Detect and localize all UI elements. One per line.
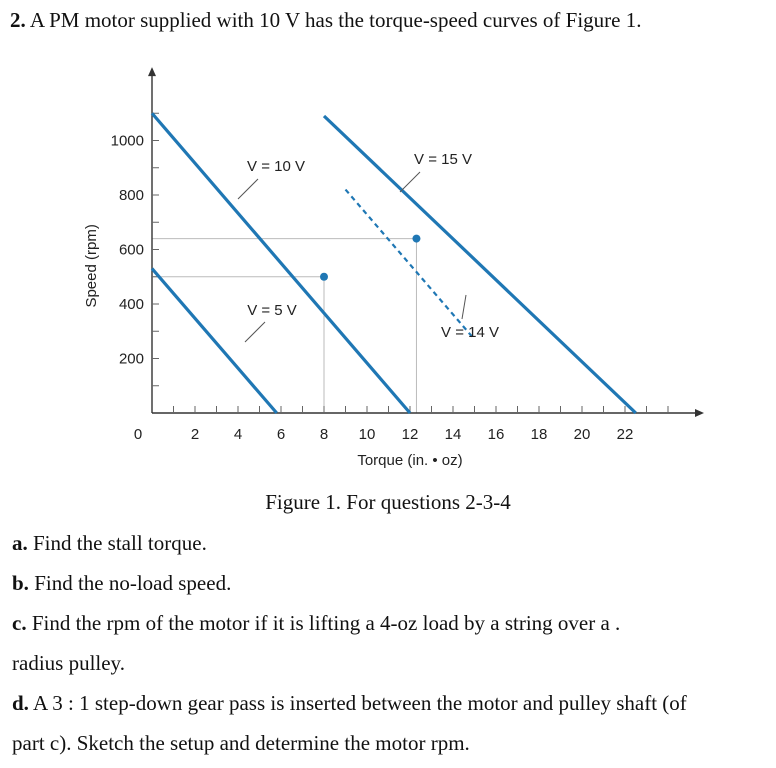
x-tick-label-4: 4 [233,426,243,443]
operating-point-0 [320,273,328,281]
torque-speed-chart [0,55,776,475]
x-tick-label-16: 16 [487,426,505,443]
series-line-v-5-v [152,269,277,413]
x-tick-label-10: 10 [358,426,376,443]
annotation-label-0: V = 10 V [247,158,305,175]
y-tick-label-800: 800 [118,187,144,204]
y-tick-label-400: 400 [118,296,144,313]
x-tick-label-2: 2 [190,426,200,443]
question-a-label: a. [12,531,28,555]
y-tick-label-600: 600 [118,241,144,259]
annotation-label-2: V = 5 V [247,302,297,319]
x-tick-label-14: 14 [444,426,462,443]
annotation-label-1: V = 15 V [414,151,472,168]
x-tick-label-22: 22 [616,426,634,443]
x-tick-label-12: 12 [401,426,419,443]
annotation-pointer-0 [238,179,258,199]
question-a-text: Find the stall torque. [27,531,207,555]
question-c-label: c. [12,611,27,635]
problem-heading [10,8,642,33]
question-d-continued: part c). Sketch the setup and determine the motor rpm. [12,731,470,755]
y-axis-arrow [148,67,156,76]
annotation-label-3: V = 14 V [441,324,499,341]
annotation-pointer-1 [400,172,420,192]
x-tick-label-6: 6 [276,426,286,443]
question-d-label: d. [12,691,29,715]
question-b-text: Find the no-load speed. [28,571,232,595]
operating-point-1 [412,235,420,243]
y-tick-label-200: 200 [118,350,144,368]
x-tick-label-0: 0 [133,426,143,443]
x-tick-label-18: 18 [530,426,548,443]
x-tick-label-20: 20 [573,426,591,443]
y-axis-label: Speed (rpm) [83,224,100,308]
question-a [12,531,207,556]
figure-1 [0,55,776,475]
question-c-text: Find the rpm of the motor if it is lifting a 4-oz load by a string over a . [26,611,621,635]
question-c [12,611,620,636]
question-c-continued: radius pulley. [12,651,125,675]
figure-caption: Figure 1. For questions 2-3-4 [265,490,511,514]
question-d-text: A 3 : 1 step-down gear pass is inserted between the motor and pulley shaft (of [28,691,687,715]
problem-text: A PM motor supplied with 10 V has the torque-speed curves of Figure 1. [29,8,642,32]
annotation-pointer-3 [462,295,466,319]
annotation-pointer-2 [245,322,265,342]
x-tick-label-8: 8 [319,426,329,443]
question-d [12,691,687,716]
x-axis-arrow [695,409,704,417]
y-tick-label-1000: 1000 [110,132,144,150]
series-line-v-14-v [346,190,475,340]
question-b-label: b. [12,571,29,595]
x-axis-label: Torque (in. • oz) [357,452,463,469]
question-b [12,571,231,596]
problem-number: 2. [10,8,26,32]
